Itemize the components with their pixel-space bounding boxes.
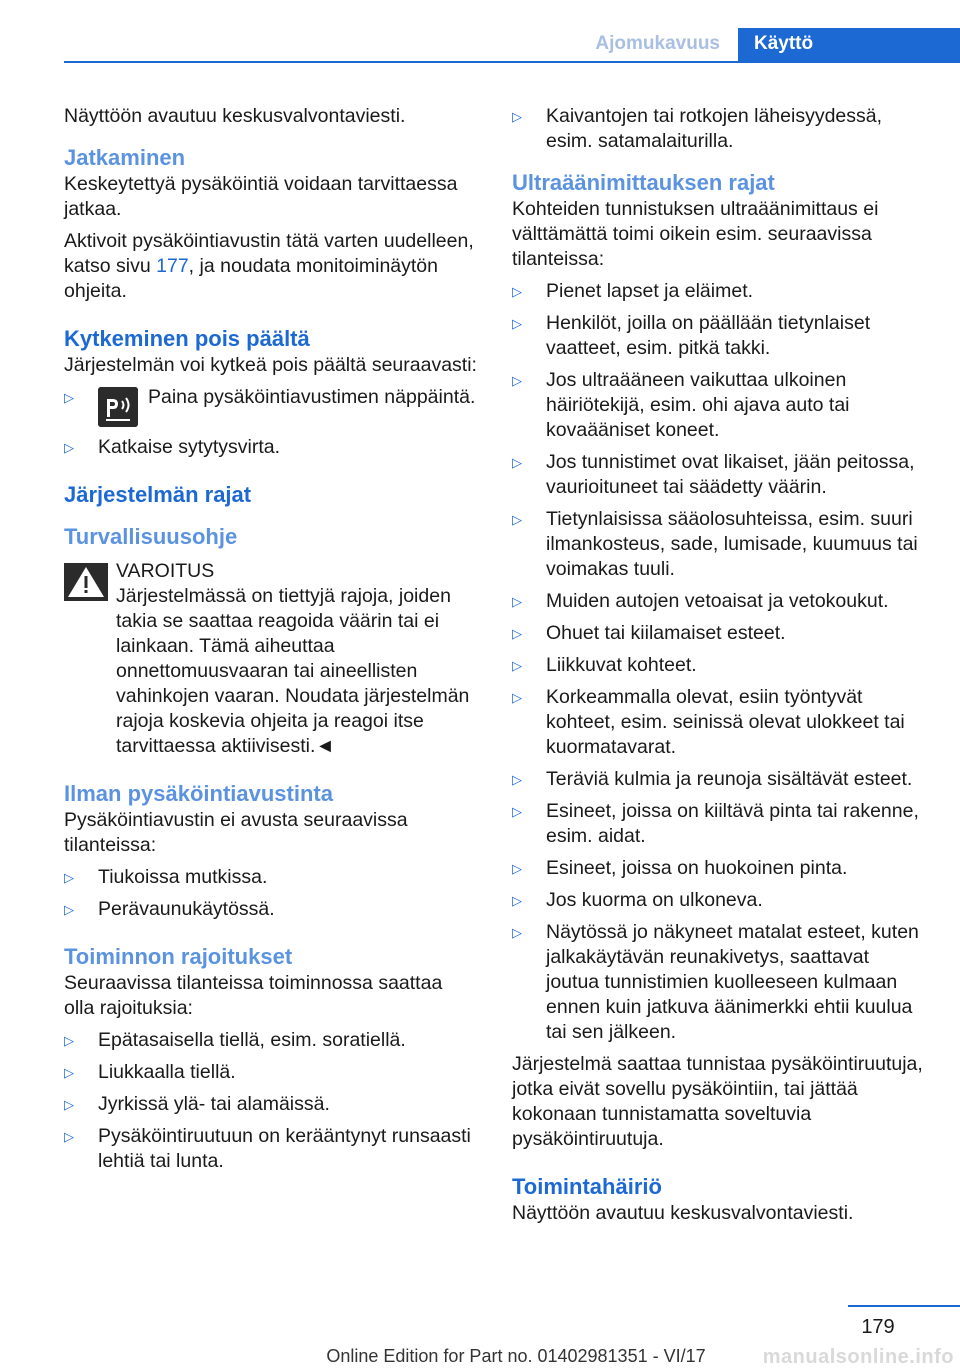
triangle-bullet-icon: ▷ <box>512 861 522 876</box>
list-item: ▷ Teräviä kulmia ja reunoja sisältävät esteet. <box>512 768 913 790</box>
ilman-text: Pysäköintiavustin ei avusta seuraavissa tilanteissa: <box>64 809 408 856</box>
list-item: ▷ Ohuet tai kiilamaiset esteet. <box>512 622 786 644</box>
list-item: ▷ Katkaise sytytysvirta. <box>64 436 281 458</box>
list-item: ▷ Esineet, joissa on huokoinen pinta. <box>512 857 848 879</box>
left-column <box>64 104 478 1181</box>
triangle-bullet-icon: ▷ <box>64 1097 74 1112</box>
right-column <box>512 104 926 1233</box>
heading-turvallisuusohje: Turvallisuusohje <box>64 524 238 549</box>
page-link-177[interactable]: 177 <box>156 255 189 277</box>
jatkaminen-text-2: Aktivoit pysäköintiavustin tätä varten uudelleen, katso sivu 177, ja noudata monitoiminäytön ohjeita. <box>64 230 474 302</box>
kytkeminen-text: Järjestelmän voi kytkeä pois päältä seuraavasti: <box>64 354 477 376</box>
list-item: ▷ Jos ultraääneen vaikuttaa ulkoinen häiriötekijä, esim. ohi ajava auto tai kovaääniset koneet. <box>512 369 850 441</box>
heading-rajat: Järjestelmän rajat <box>64 482 252 507</box>
warning-triangle-icon <box>64 563 108 601</box>
tab-kaytto[interactable]: Käyttö <box>738 28 960 61</box>
triangle-bullet-icon: ▷ <box>64 440 74 455</box>
toiminnon-list <box>64 1028 478 1174</box>
list-item: ▷ Esineet, joissa on kiiltävä pinta tai rakenne, esim. aidat. <box>512 800 919 847</box>
list-item: ▷ Kaivantojen tai rotkojen läheisyydessä, esim. satamalaiturilla. <box>512 105 883 152</box>
triangle-bullet-icon: ▷ <box>512 893 522 908</box>
triangle-bullet-icon: ▷ <box>64 902 74 917</box>
list-item: ▷ Epätasaisella tiellä, esim. soratiellä. <box>64 1029 406 1051</box>
triangle-bullet-icon: ▷ <box>64 870 74 885</box>
list-item: ▷ Tiukoissa mutkissa. <box>64 866 268 888</box>
list-item: ▷ Jos kuorma on ulkoneva. <box>512 889 763 911</box>
warning-label: VAROITUS <box>116 560 215 582</box>
list-item: ▷ Tietynlaisissa sääolosuhteissa, esim. suuri ilmankosteus, sade, lumisade, kuumuus tai voimakas tuuli. <box>512 508 918 580</box>
heading-ilman: Ilman pysäköintiavustinta <box>64 781 333 806</box>
list-item: ▷ Korkeammalla olevat, esiin työntyvät kohteet, esim. seinissä olevat ulokkeet tai kuormatavarat. <box>512 686 905 758</box>
list-item: ▷ Liukkaalla tiellä. <box>64 1061 236 1083</box>
list-item: ▷ Jos tunnistimet ovat likaiset, jään peitossa, vaurioituneet tai säädetty väärin. <box>512 451 915 498</box>
triangle-bullet-icon: ▷ <box>64 1129 74 1144</box>
heading-jatkaminen: Jatkaminen <box>64 145 186 170</box>
ultra-text-2: Järjestelmä saattaa tunnistaa pysäköintiruutuja, jotka eivät sovellu pysäköintiin, tai jättää kokonaan tunnistamatta soveltuvia pysäköintiruutuja. <box>512 1053 923 1150</box>
triangle-bullet-icon: ▷ <box>512 626 522 641</box>
list-item: ▷ Pysäköintiruutuun on kerääntynyt runsaasti lehtiä tai lunta. <box>64 1125 471 1172</box>
heading-hairio: Toimintahäiriö <box>512 1174 662 1199</box>
ultra-text: Kohteiden tunnistuksen ultraäänimittaus ei välttämättä toimi oikein esim. seuraavissa tilanteissa: <box>512 198 879 270</box>
kytkeminen-list <box>64 435 478 460</box>
toiminnon-text: Seuraavissa tilanteissa toiminnossa saattaa olla rajoituksia: <box>64 972 443 1019</box>
triangle-bullet-icon: ▷ <box>64 390 74 405</box>
watermark: manualsonline.info <box>762 1346 954 1368</box>
footer-rule <box>848 1305 960 1307</box>
triangle-bullet-icon: ▷ <box>512 284 522 299</box>
heading-kytkeminen: Kytkeminen pois päältä <box>64 326 310 351</box>
list-item: ▷ Jyrkissä ylä- tai alamäissä. <box>64 1093 330 1115</box>
triangle-bullet-icon: ▷ <box>64 1033 74 1048</box>
list-item: ▷ Muiden autojen vetoaisat ja vetokoukut. <box>512 590 889 612</box>
triangle-bullet-icon: ▷ <box>512 373 522 388</box>
triangle-bullet-icon: ▷ <box>512 658 522 673</box>
list-item: ▷ Näytössä jo näkyneet matalat esteet, kuten jalkakäytävän reunakivetys, saattavat joutua tunnistimien kuolleeseen kulmaan ennen kuin jatkuva äänimerkki ehtii kuulua tai sen jälkeen. <box>512 921 919 1043</box>
ilman-list <box>64 865 478 922</box>
triangle-bullet-icon: ▷ <box>512 316 522 331</box>
park-assist-button-icon <box>98 387 138 427</box>
triangle-bullet-icon: ▷ <box>512 772 522 787</box>
triangle-bullet-icon: ▷ <box>512 512 522 527</box>
list-item: ▷ Perävaunukäytössä. <box>64 898 275 920</box>
triangle-bullet-icon: ▷ <box>512 925 522 940</box>
warning-text: Järjestelmässä on tiettyjä rajoja, joiden takia se saattaa reagoida väärin tai ei lainkaan. Tämä aiheuttaa onnettomuusvaaran tai aineellisten vahinkojen vaaran. Noudata järjestelmän rajoja koskevia ohjeita ja reagoi itse tarvittaessa aktiivisesti.◄ <box>116 585 470 757</box>
triangle-bullet-icon: ▷ <box>512 804 522 819</box>
triangle-bullet-icon: ▷ <box>512 594 522 609</box>
top-list <box>512 104 926 154</box>
tab-ajomukavuus[interactable]: Ajomukavuus <box>595 33 720 54</box>
hairio-text: Näyttöön avautuu keskusvalvontaviesti. <box>512 1202 854 1224</box>
list-item: ▷ Henkilöt, joilla on päällään tietynlaiset vaatteet, esim. pitkä takki. <box>512 312 871 359</box>
triangle-bullet-icon: ▷ <box>64 1065 74 1080</box>
edition-text: Online Edition for Part no. 01402981351 - VI/17 <box>326 1346 706 1366</box>
triangle-bullet-icon: ▷ <box>512 109 522 124</box>
warning-box <box>64 559 478 759</box>
jatkaminen-text-1: Keskeytettyä pysäköintiä voidaan tarvittaessa jatkaa. <box>64 173 458 220</box>
list-item: ▷ Pienet lapset ja eläimet. <box>512 280 754 302</box>
ultra-list <box>512 279 926 1045</box>
list-item <box>64 385 478 427</box>
triangle-bullet-icon: ▷ <box>512 455 522 470</box>
list-item-text: Paina pysäköintiavustimen näppäintä. <box>148 386 476 408</box>
triangle-bullet-icon: ▷ <box>512 690 522 705</box>
list-item: ▷ Liikkuvat kohteet. <box>512 654 697 676</box>
heading-toiminnon: Toiminnon rajoitukset <box>64 944 293 969</box>
page-header <box>0 28 960 62</box>
intro-text: Näyttöön avautuu keskusvalvontaviesti. <box>64 105 406 127</box>
page-number: 179 <box>861 1316 895 1338</box>
heading-ultra: Ultraäänimittauksen rajat <box>512 170 775 195</box>
header-rule <box>64 61 960 63</box>
